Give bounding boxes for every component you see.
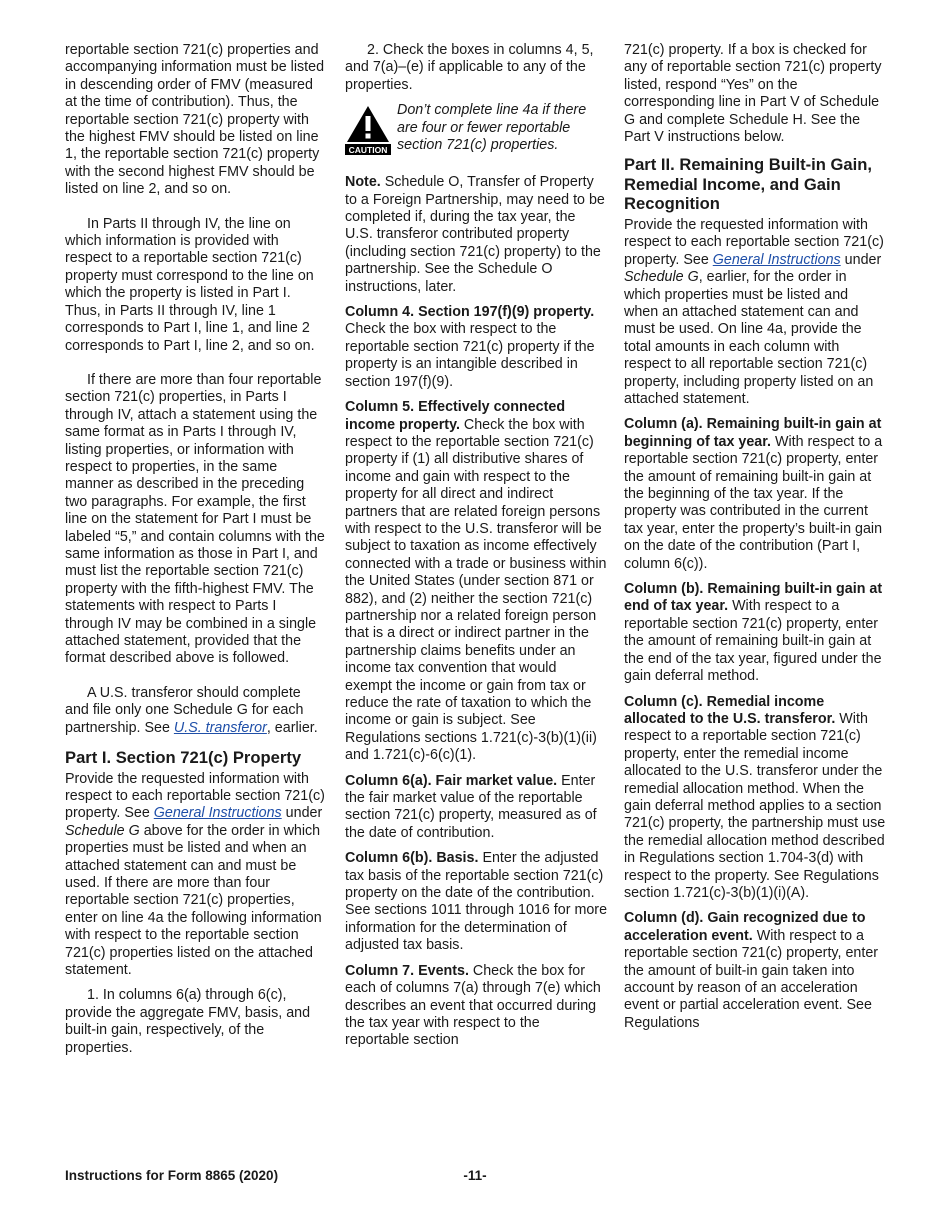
- caution-text: Don’t complete line 4a if there are four or fewer reportable section 721(c) properties.: [397, 102, 587, 154]
- column-3: [624, 42, 886, 1040]
- general-instructions-link[interactable]: General Instructions: [712, 251, 841, 268]
- paragraph: Provide the requested information with respect to each reportable section 721(c) property. See General Instructions under Schedule G, earlier, for the order in which properties must be listed and when an attached statement can and must be used. On line 4a, provide the total amounts in each column with respect to all reportable section 721(c) property, including property listed on an attached statement.: [624, 216, 884, 407]
- paragraph: A U.S. transferor should complete and file only one Schedule G for each partnership. See U.S. transferor, earlier.: [65, 684, 318, 736]
- column-6b-paragraph: Column 6(b). Basis. Enter the adjusted tax basis of the reportable section 721(c) property on the date of the contribution. See sections 1011 through 1016 for more information for the determination of adjusted tax basis.: [345, 850, 608, 954]
- caution-label: CAUTION: [348, 145, 388, 156]
- paragraph: In Parts II through IV, the line on which information is provided with respect to a reportable section 721(c) property must correspond to the line on which the property is listed in Part I. Thus, in Parts II through IV, line 1 corresponds to Part I, line 1, and line 2 corresponds to Part I, line 2, and so on.: [65, 215, 315, 354]
- general-instructions-link[interactable]: General Instructions: [153, 805, 282, 822]
- paragraph: 721(c) property. If a box is checked for any of reportable section 721(c) property listed, respond “Yes” on the corresponding line in Part V of Schedule G and complete Schedule H. See the Part V instructions below.: [624, 42, 882, 146]
- us-transferor-link[interactable]: U.S. transferor: [173, 719, 267, 736]
- footer-form-title: Instructions for Form 8865 (2020): [65, 1168, 279, 1183]
- column-d-paragraph: Column (d). Gain recognized due to acceleration event. With respect to a reportable section 721(c) property, enter the amount of built-in gain taken into account by reason of an acceleration event or partial acceleration event. See Regulations: [624, 910, 879, 1031]
- note-paragraph: Note. Schedule O, Transfer of Property to a Foreign Partnership, may need to be completed if, during the tax year, the U.S. transferor contributed property (including section 721(c) property) to the partnership. See the Schedule O instructions, later.: [345, 174, 605, 295]
- caution-box: [345, 102, 607, 156]
- section-heading-part-ii: Part II. Remaining Built-in Gain, Remedial Income, and Gain Recognition: [624, 155, 873, 214]
- column-7-paragraph: Column 7. Events. Check the box for each of columns 7(a) through 7(e) which describes an event that occurred during the tax year with respect to the reportable section: [345, 962, 601, 1049]
- column-2: [345, 42, 607, 1058]
- column-1: [65, 42, 327, 1065]
- column-6a-paragraph: Column 6(a). Fair market value. Enter the fair market value of the reportable section 721(c) property, measured as of the date of contribution.: [345, 772, 597, 841]
- paragraph: reportable section 721(c) properties and accompanying information must be listed in descending order of FMV (measured at the time of contribution). Thus, the reportable section 721(c) property with the highest FMV should be listed on line 1, the reportable section 721(c) property with the second highest FMV should be listed on line 2, and so on.: [65, 42, 325, 198]
- paragraph: 2. Check the boxes in columns 4, 5, and 7(a)–(e) if applicable to any of the properties.: [345, 42, 594, 93]
- paragraph: 1. In columns 6(a) through 6(c), provide the aggregate FMV, basis, and built-in gain, respectively, of the properties.: [65, 987, 311, 1056]
- paragraph: Provide the requested information with respect to each reportable section 721(c) property. See General Instructions under Schedule G above for the order in which properties must be listed and when an attached statement can and must be used. If there are more than four reportable section 721(c) properties, enter on line 4a the following information with respect to the reportable section 721(c) properties listed on the attached statement.: [65, 770, 325, 978]
- column-4-paragraph: Column 4. Section 197(f)(9) property. Check the box with respect to the reportable section 721(c) property if the property is an intangible described in section 197(f)(9).: [345, 304, 595, 390]
- column-b-paragraph: Column (b). Remaining built-in gain at end of tax year. With respect to a reportable section 721(c) property, enter the amount of remaining built-in gain at the end of the tax year, figured under the gain deferral method.: [624, 581, 883, 685]
- column-a-paragraph: Column (a). Remaining built-in gain at beginning of tax year. With respect to a reportable section 721(c) property, enter the amount of remaining built-in gain at the beginning of the tax year. If the property was contributed in the current tax year, enter the property’s built-in gain on the date of the contribution (Part I, column 6(c)).: [624, 416, 883, 572]
- column-5-paragraph: Column 5. Effectively connected income property. Check the box with respect to the reportable section 721(c) property if (1) all distributive shares of income and gain with respect to the property for all direct and indirect partners that are related foreign persons with respect to the U.S. transferor will be subject to taxation as income effectively connected with a trade or business within the United States (under section 871 or 882), and (2) neither the section 721(c) partnership nor a related foreign person that is a direct or indirect partner in the partnership claims benefits under an income tax convention that would exempt the income or gain from tax or reduce the rate of taxation to which the income or gain is subject. See Regulations sections 1.721(c)-3(b)(1)(ii) and 1.721(c)-6(c)(1).: [345, 399, 607, 764]
- page-number: -11-: [463, 1168, 487, 1183]
- paragraph: If there are more than four reportable section 721(c) properties, in Parts I through IV, attach a statement using the same format as in Parts I through IV, listing properties, or information with respect to properties, in the same manner as described in the preceding two paragraphs. For example, the first line on the statement for Part I must be labeled “5,” and contain columns with the same information as those in Part I, and must list the reportable section 721(c) property with the fifth-highest FMV. The statements with respect to Parts I through IV may be combined in a single attached statement, provided that the format described above is followed.: [65, 371, 325, 667]
- section-heading-part-i: Part I. Section 721(c) Property: [65, 748, 302, 768]
- caution-icon: [345, 104, 391, 156]
- column-c-paragraph: Column (c). Remedial income allocated to the U.S. transferor. With respect to a reportable section 721(c) property, enter the remedial income allocated to the U.S. transferor under the remedial allocation method. When the gain deferral method applies to a section 721(c) property, the partnership must use the remedial allocation method described in Regulations section 1.704-3(d) with respect to the property. See Regulations section 1.721(c)-3(b)(1)(i)(A).: [624, 693, 886, 901]
